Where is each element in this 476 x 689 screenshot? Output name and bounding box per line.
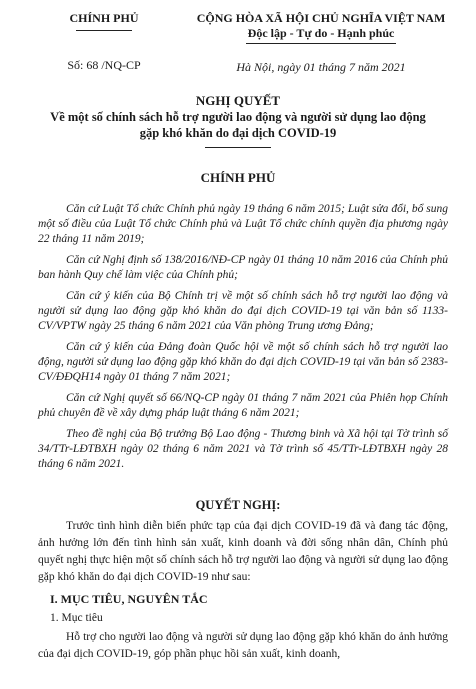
citation-item: Căn cứ ý kiến của Đảng đoàn Quốc hội về một số chính sách hỗ trợ người lao động, người sử dụng lao động gặp khó khăn do đại dịch COVID-19 tại văn bản số 2383-CV/ĐĐQH14 ngày 01 tháng 7 năm 2021; bbox=[38, 341, 448, 383]
citation-item: Theo đề nghị của Bộ trưởng Bộ Lao động - Thương binh và Xã hội tại Tờ trình số 34/TTr-LĐTBXH ngày 02 tháng 6 năm 2021 và Tờ trình số 45/TTr-LĐTBXH ngày 28 tháng 6 năm 2021. bbox=[38, 428, 448, 470]
place-date: Hà Nội, ngày 01 tháng 7 năm 2021 bbox=[236, 60, 406, 74]
objective-paragraph: Hỗ trợ cho người lao động và người sử dụng lao động gặp khó khăn do ảnh hưởng của đại dịch COVID-19, góp phần phục hồi sản xuất, kinh doanh, bbox=[38, 631, 448, 660]
document-number: Số: 68 /NQ-CP bbox=[67, 58, 141, 72]
document-kind: NGHỊ QUYẾT bbox=[195, 93, 281, 108]
subsection-heading: 1. Mục tiêu bbox=[50, 612, 103, 624]
legal-citations bbox=[38, 202, 448, 478]
citation-item: Căn cứ Nghị quyết số 66/NQ-CP ngày 01 tháng 7 năm 2021 của Phiên họp Chính phủ chuyên đề về xây dựng pháp luật tháng 6 năm 2021; bbox=[38, 392, 448, 419]
document-title bbox=[0, 93, 476, 141]
issuing-agency-block bbox=[34, 10, 174, 31]
title-line-1: Về một số chính sách hỗ trợ người lao động và người sử dụng lao động bbox=[50, 110, 426, 124]
citation-item: Căn cứ Nghị định số 138/2016/NĐ-CP ngày 01 tháng 10 năm 2016 của Chính phủ ban hành Quy chế làm việc của Chính phủ; bbox=[38, 254, 448, 281]
resolution-body bbox=[38, 518, 448, 667]
motto-underline bbox=[246, 43, 396, 44]
section-heading: I. MỤC TIÊU, NGUYÊN TẮC bbox=[50, 592, 208, 606]
issuing-agency: CHÍNH PHỦ bbox=[69, 11, 139, 25]
title-underline bbox=[205, 147, 271, 148]
title-line-2: gặp khó khăn do đại dịch COVID-19 bbox=[139, 126, 337, 140]
citation-item: Căn cứ Luật Tổ chức Chính phủ ngày 19 tháng 6 năm 2015; Luật sửa đổi, bổ sung một số điều của Luật Tổ chức Chính phủ và Luật Tổ chức chính quyền địa phương ngày 22 tháng 11 năm 2019; bbox=[38, 203, 448, 245]
decision-heading: QUYẾT NGHỊ: bbox=[195, 498, 281, 512]
national-motto: Độc lập - Tự do - Hạnh phúc bbox=[247, 26, 395, 40]
citation-item: Căn cứ ý kiến của Bộ Chính trị về một số chính sách hỗ trợ người lao động và người sử dụng lao động gặp khó khăn do đại dịch COVID-19 tại văn bản số 1133-CV/VPTW ngày 25 tháng 6 năm 2021 của Văn phòng Trung ương Đảng; bbox=[38, 290, 448, 332]
issuer-heading: CHÍNH PHỦ bbox=[200, 170, 276, 185]
intro-paragraph: Trước tình hình diễn biến phức tạp của đại dịch COVID-19 đã và đang tác động, ảnh hưởng lớn đến tình hình sản xuất, kinh doanh và đời sống nhân dân, Chính phủ quyết nghị thực hiện một số chính sách hỗ trợ người lao động và người sử dụng lao động gặp khó khăn do đại dịch COVID-19 như sau: bbox=[38, 520, 448, 583]
national-heading-block bbox=[186, 10, 456, 44]
nation-name: CỘNG HÒA XÃ HỘI CHỦ NGHĨA VIỆT NAM bbox=[196, 11, 446, 25]
agency-underline bbox=[76, 30, 132, 31]
